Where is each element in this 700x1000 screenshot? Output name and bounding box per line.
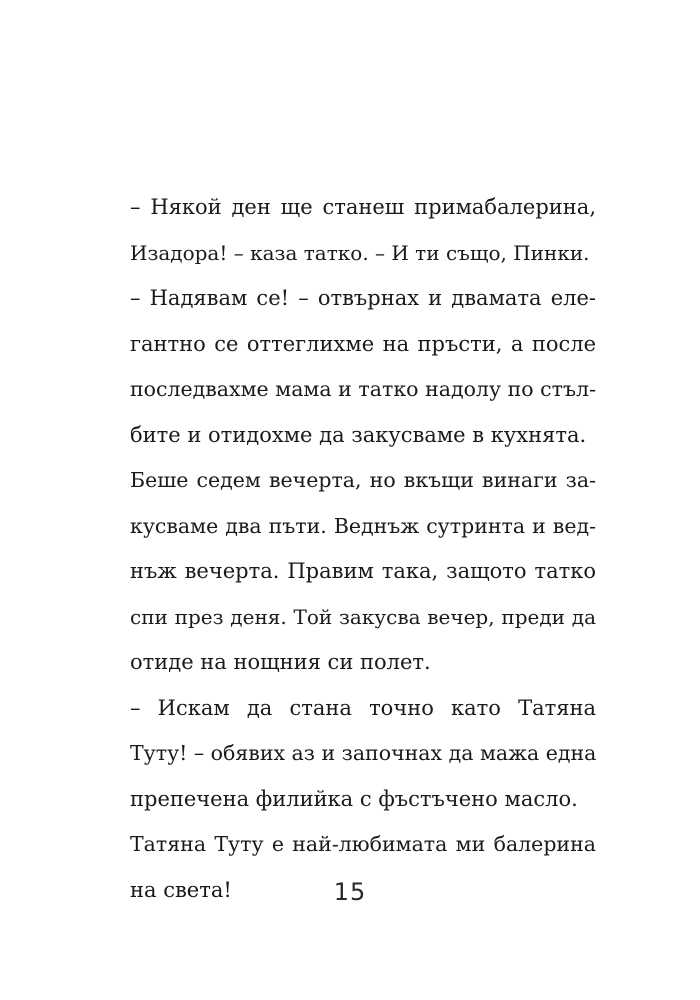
text-line: Татяна Туту е най-любимата ми балерина — [130, 832, 596, 856]
text-line: – Искам да стана точно като Татяна — [130, 695, 596, 720]
text-line: Изадора! – каза татко. – И ти също, Пинки. — [130, 240, 590, 265]
text-line: Туту! – обявих аз и започнах да мажа една — [130, 741, 597, 765]
text-line: препечена филийка с фъстъчено масло. — [130, 786, 578, 811]
text-line: последвахме мама и татко надолу по стъл- — [130, 377, 596, 401]
text-line: гантно се оттеглихме на пръсти, а после — [130, 331, 596, 356]
text-line: нъж вечерта. Правим така, защото татко — [130, 559, 596, 583]
text-line: куcваме два пъти. Веднъж сутринта и вед- — [130, 513, 596, 538]
text-line: на света! — [130, 877, 232, 902]
body-text — [130, 185, 596, 913]
text-line: спи през деня. Той закусва вечер, преди да — [130, 604, 596, 629]
page-number: 15 — [333, 878, 367, 906]
text-line: бите и отидохме да закусваме в кухнята. — [130, 422, 587, 447]
text-line: – Надявам се! – отвърнах и двамата еле- — [130, 286, 596, 310]
text-line: отиде на нощния си полет. — [130, 650, 431, 674]
text-line: – Някой ден ще станеш примабалерина, — [130, 195, 596, 219]
text-line: Беше седем вечерта, но вкъщи винаги за- — [130, 468, 596, 492]
